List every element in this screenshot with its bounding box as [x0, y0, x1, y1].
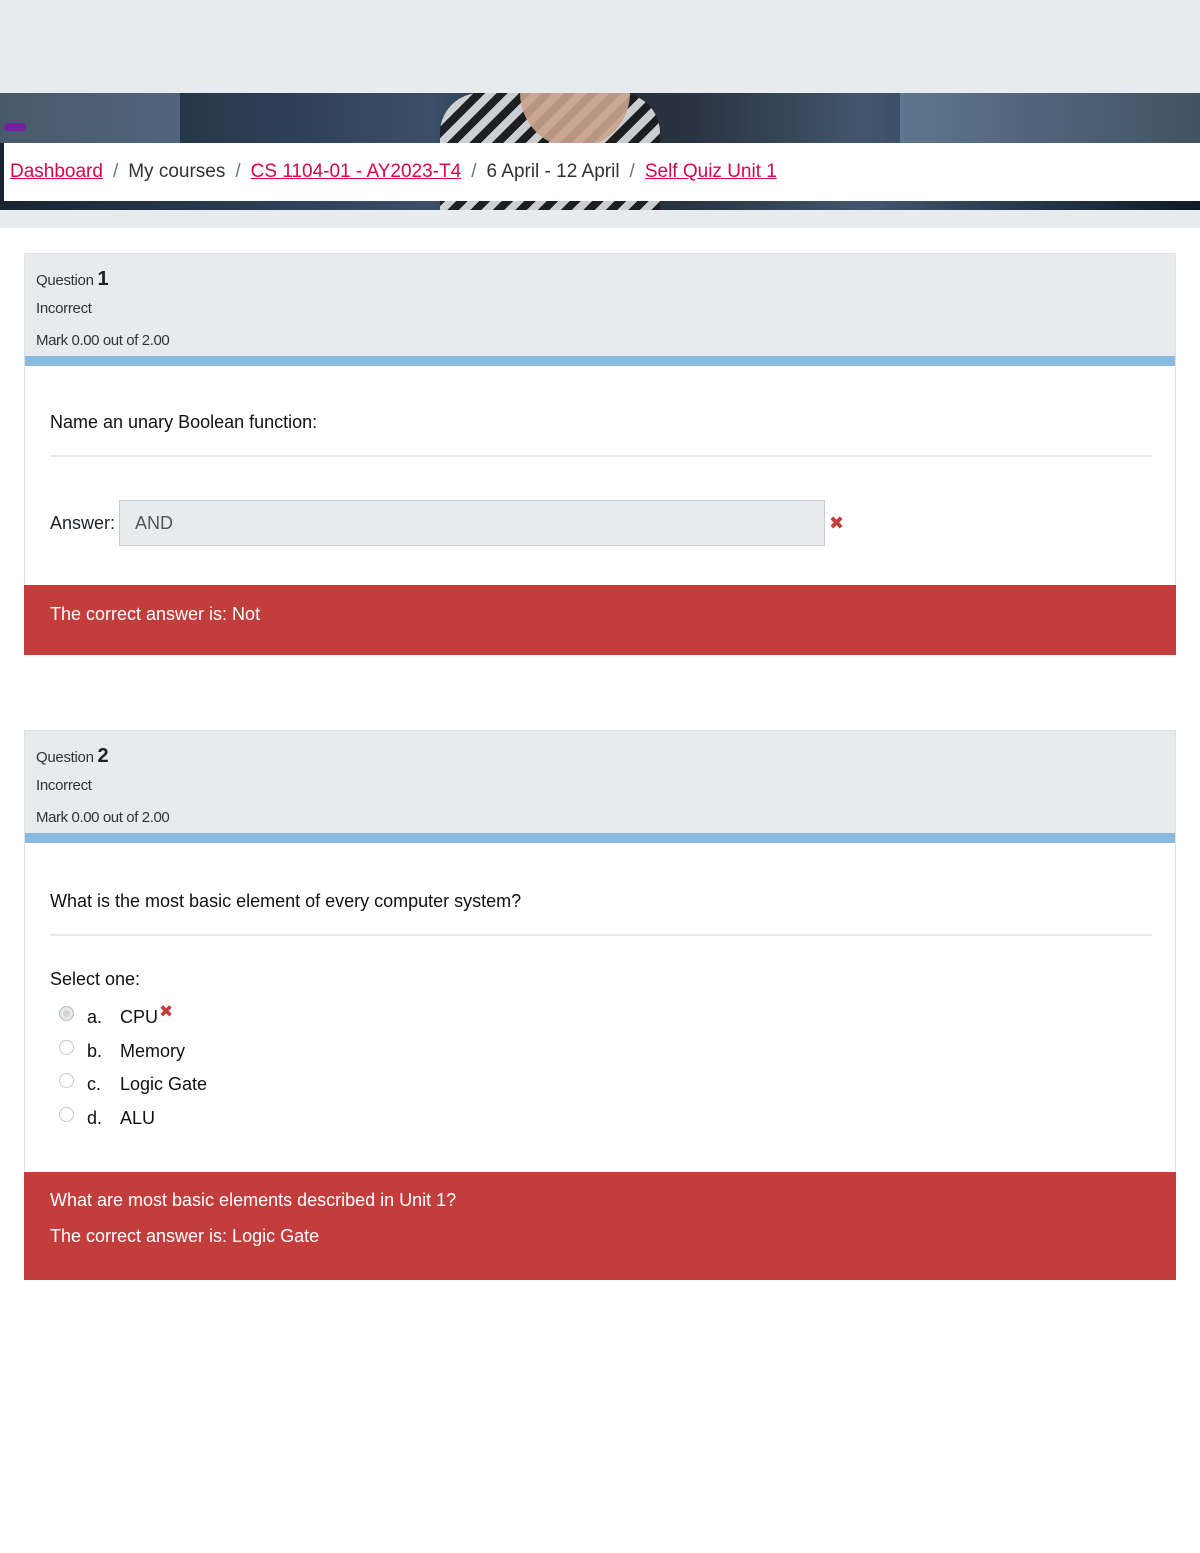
question-info — [25, 254, 1175, 366]
option-label: Memory — [120, 1040, 186, 1061]
breadcrumb-my-courses: My courses — [128, 161, 226, 182]
radio-button[interactable] — [59, 1006, 74, 1021]
radio-button[interactable] — [59, 1073, 74, 1088]
question-state: Incorrect — [36, 777, 92, 794]
answer-label: Answer: — [50, 512, 116, 533]
question-number-value: 2 — [97, 745, 109, 767]
option-letter: d. — [87, 1107, 103, 1128]
select-one-label: Select one: — [50, 969, 141, 989]
question-text: Name an unary Boolean function: — [50, 412, 1152, 457]
right-answer: The correct answer is: Logic Gate — [50, 1226, 320, 1246]
option-c[interactable] — [59, 1068, 207, 1102]
option-letter: c. — [87, 1074, 102, 1095]
option-b[interactable] — [59, 1035, 207, 1069]
breadcrumb-quiz[interactable]: Self Quiz Unit 1 — [644, 161, 777, 182]
header-bottom-band — [0, 210, 1200, 228]
answer-options — [59, 1001, 207, 1135]
answer-row — [50, 500, 844, 546]
breadcrumb-week: 6 April - 12 April — [486, 161, 620, 182]
question-info — [25, 731, 1175, 843]
option-letter: b. — [87, 1040, 103, 1061]
feedback-box — [24, 1172, 1176, 1280]
question-prefix: Question — [36, 749, 94, 766]
breadcrumb-course[interactable]: CS 1104-01 - AY2023-T4 — [250, 161, 462, 182]
banner-accent — [4, 123, 26, 131]
banner-screen-right — [900, 93, 1200, 143]
option-letter: a. — [87, 1007, 103, 1028]
question-2 — [24, 730, 1176, 1279]
question-number-value: 1 — [97, 268, 109, 290]
breadcrumb-separator: / — [471, 161, 477, 182]
option-label: CPU — [120, 1007, 159, 1028]
radio-button[interactable] — [59, 1107, 74, 1122]
incorrect-icon: ✖ — [159, 1001, 174, 1021]
question-text: What is the most basic element of every computer system? — [50, 891, 1152, 936]
option-d[interactable] — [59, 1102, 207, 1136]
breadcrumb-separator: / — [235, 161, 241, 182]
question-prefix: Question — [36, 272, 94, 289]
answer-input[interactable]: AND — [119, 500, 825, 546]
question-number — [36, 745, 1175, 768]
banner-screen-left — [0, 93, 180, 143]
right-answer: The correct answer is: Not — [50, 604, 261, 624]
breadcrumb-dashboard[interactable]: Dashboard — [10, 161, 103, 182]
breadcrumb — [4, 143, 1200, 201]
option-a[interactable] — [59, 1001, 207, 1035]
breadcrumb-separator: / — [629, 161, 635, 182]
option-label: ALU — [120, 1107, 156, 1128]
feedback-box — [24, 585, 1176, 655]
question-number — [36, 268, 1175, 291]
question-grade: Mark 0.00 out of 2.00 — [36, 809, 170, 826]
question-grade: Mark 0.00 out of 2.00 — [36, 332, 170, 349]
question-1 — [24, 253, 1176, 654]
question-state: Incorrect — [36, 300, 92, 317]
incorrect-icon: ✖ — [829, 512, 845, 533]
breadcrumb-separator: / — [112, 161, 119, 182]
general-feedback: What are most basic elements described in Unit 1? — [50, 1190, 457, 1210]
radio-button[interactable] — [59, 1040, 74, 1055]
option-label: Logic Gate — [120, 1074, 208, 1095]
top-band — [0, 0, 1200, 93]
